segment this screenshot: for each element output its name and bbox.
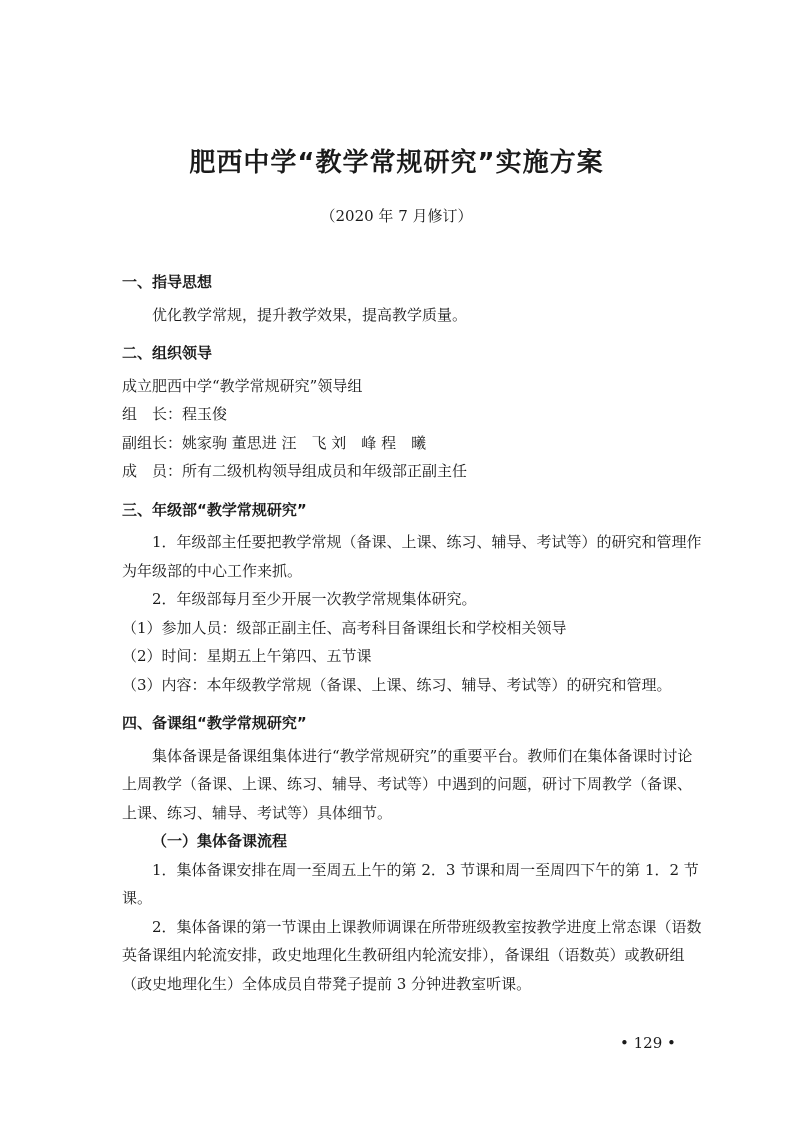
- page-number: • 129 •: [620, 1034, 676, 1052]
- paragraph: 2．年级部每月至少开展一次教学常规集体研究。: [152, 590, 477, 608]
- paragraph: （3）内容：本年级教学常规（备课、上课、练习、辅导、考试等）的研究和管理。: [122, 675, 672, 694]
- paragraph: 成 员：所有二级机构领导组成员和年级部正副主任: [122, 462, 468, 480]
- paragraph: 优化教学常规，提升教学效果，提高教学质量。: [152, 305, 468, 324]
- paragraph: 集体备课是备课组集体进行“教学常规研究”的重要平台。教师们在集体备课时讨论上周教学（备课、上课、练习、辅导、考试等）中遇到的问题，研讨下周教学（备课、上课、练习、辅导、考试等）具体细节。: [122, 746, 693, 822]
- paragraph: 成立肥西中学“教学常规研究”领导组: [122, 376, 363, 395]
- section-heading-1: 一、指导思想: [122, 273, 213, 291]
- paragraph: （2）时间：星期五上午第四、五节课: [122, 647, 372, 665]
- revision-date: （2020 年 7 月修订）: [320, 207, 473, 225]
- page-title: 肥西中学“教学常规研究”实施方案: [189, 148, 604, 178]
- section-heading-2: 二、组织领导: [122, 344, 213, 362]
- paragraph: 1．年级部主任要把教学常规（备课、上课、练习、辅导、考试等）的研究和管理作为年级部的中心工作来抓。: [122, 533, 702, 580]
- paragraph: 副组长：姚家驹 董思进 汪 飞 刘 峰 程 曦: [122, 433, 427, 452]
- paragraph: 组 长：程玉俊: [122, 405, 228, 423]
- section-heading-3: 三、年级部“教学常规研究”: [122, 500, 307, 519]
- section-heading-4: 四、备课组“教学常规研究”: [122, 714, 307, 732]
- subsection-heading: （一）集体备课流程: [152, 832, 288, 850]
- document-body: [122, 262, 702, 998]
- paragraph: （1）参加人员：级部正副主任、高考科目备课组长和学校相关领导: [122, 618, 567, 637]
- paragraph: 2．集体备课的第一节课由上课教师调课在所带班级教室按教学进度上常态课（语数英备课组内轮流安排，政史地理化生教研组内轮流安排），备课组（语数英）或教研组（政史地理化生）全体成员自带凳子提前 3 分钟进教室听课。: [122, 917, 702, 993]
- paragraph: 1．集体备课安排在周一至周五上午的第 2．3 节课和周一至周四下午的第 1．2 节课。: [122, 860, 699, 907]
